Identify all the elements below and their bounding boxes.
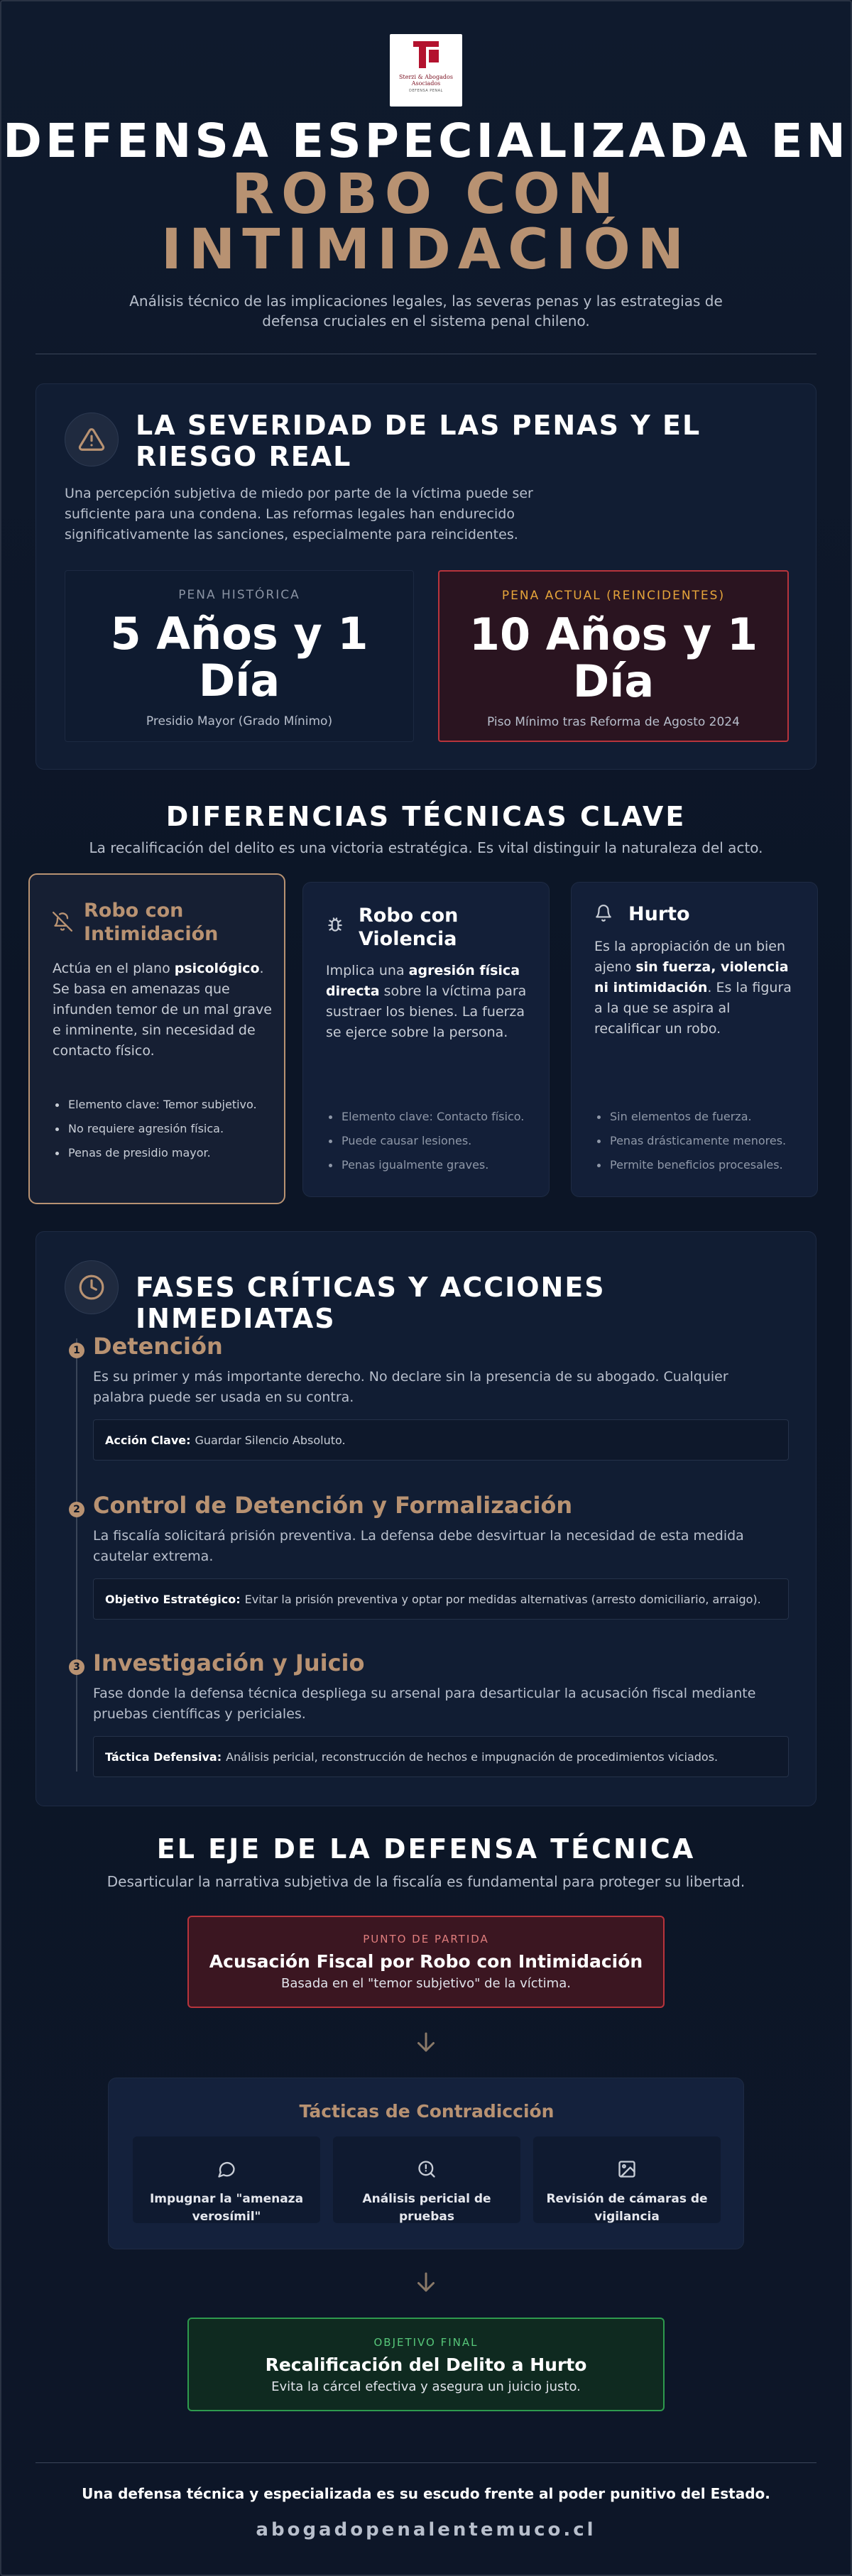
- axis-subtitle: Desarticular la narrativa subjetiva de la fiscalía es fundamental para proteger su libertad.: [106, 1873, 746, 1890]
- difference-card-text: Implica una agresión física directa sobre la víctima para sustraer los bienes. La fuerza se ejerce sobre la persona.: [326, 963, 527, 1040]
- goal-text: Evita la cárcel efectiva y asegura un juicio justo.: [271, 2379, 581, 2394]
- current-penalty-label: PENA ACTUAL (REINCIDENTES): [501, 589, 726, 603]
- severity-title: LA SEVERIDAD DE LAS PENAS Y EL RIESGO REAL: [136, 410, 701, 472]
- differences-subtitle: La recalificación del delito es una victoria estratégica. Es vital distinguir la naturaleza del acto.: [89, 839, 763, 856]
- current-penalty-value: 10 Años y 1 Día: [469, 608, 758, 707]
- phase-action-box: Táctica Defensiva: Análisis pericial, reconstrucción de hechos e impugnación de procedimientos viciados.: [93, 1736, 789, 1777]
- warning-icon: [65, 413, 119, 466]
- start-point-text: Basada en el "temor subjetivo" de la víctima.: [281, 1976, 571, 1991]
- bug-icon: [326, 915, 344, 937]
- phases-title: FASES CRÍTICAS Y ACCIONES INMEDIATAS: [136, 1272, 606, 1334]
- clock-icon: [65, 1260, 119, 1314]
- list-item: Penas drásticamente menores.: [594, 1133, 807, 1150]
- historic-penalty-label: PENA HISTÓRICA: [178, 588, 300, 602]
- phase-title: Detención: [93, 1333, 223, 1360]
- difference-card-title: Robo con Violencia: [359, 905, 459, 950]
- phase-number: 3: [69, 1659, 84, 1675]
- start-point-box: [187, 1916, 665, 2008]
- hero-title-line2: ROBO CON: [231, 163, 621, 227]
- start-point-label: PUNTO DE PARTIDA: [363, 1933, 489, 1945]
- list-item: Elemento clave: Contacto físico.: [326, 1108, 539, 1125]
- severity-section: [36, 383, 816, 770]
- difference-card-text: Es la apropiación de un bien ajeno sin fuerza, violencia ni intimidación. Es la figura a la que se aspira al recalificar un robo.: [594, 939, 792, 1037]
- hero-title-line3: INTIMIDACIÓN: [160, 218, 692, 282]
- difference-card-title: Robo con Intimidación: [84, 900, 219, 945]
- phase-action-box: Objetivo Estratégico: Evitar la prisión preventiva y optar por medidas alternativas (arresto domiciliario, arraigo).: [93, 1578, 789, 1620]
- difference-card-violence: [302, 882, 550, 1197]
- list-item: Penas igualmente graves.: [326, 1157, 539, 1174]
- goal-box: [187, 2318, 665, 2411]
- tactic-item: [333, 2136, 520, 2223]
- hero-title-highlight: [0, 163, 852, 282]
- goal-label: OBJETIVO FINAL: [373, 2336, 479, 2349]
- logo-tagline: DEFENSA PENAL: [409, 89, 443, 93]
- footer-site-link[interactable]: abogadopenalentemuco.cl: [256, 2519, 596, 2540]
- goal-title: Recalificación del Delito a Hurto: [265, 2354, 587, 2375]
- list-item: No requiere agresión física.: [53, 1120, 273, 1137]
- logo-mark: [409, 40, 443, 71]
- start-point-title: Acusación Fiscal por Robo con Intimidación: [209, 1951, 643, 1972]
- tactic-label: Análisis pericial de pruebas: [362, 2192, 491, 2224]
- logo-name: Sterzi & Abogados Asociados: [399, 74, 453, 87]
- tactic-label: Impugnar la "amenaza verosímil": [149, 2192, 304, 2224]
- difference-card-title: Hurto: [628, 903, 690, 925]
- severity-text: Una percepción subjetiva de miedo por parte de la víctima puede ser suficiente para una condena. Las reformas legales han endurecido significativamente las sanciones, especialmente para reincidentes.: [65, 486, 533, 542]
- phase-number: 1: [69, 1343, 84, 1358]
- phase-text: La fiscalía solicitará prisión preventiva. La defensa debe desvirtuar la necesidad de esta medida cautelar extrema.: [93, 1528, 744, 1564]
- timeline-line: [76, 1338, 77, 1772]
- divider: [36, 2462, 816, 2463]
- hero-subtitle: Análisis técnico de las implicaciones legales, las severas penas y las estrategias de defensa cruciales en el sistema penal chileno.: [129, 293, 723, 329]
- firm-logo: [390, 34, 462, 107]
- tactic-label: Revisión de cámaras de vigilancia: [546, 2192, 708, 2224]
- list-item: Sin elementos de fuerza.: [594, 1108, 807, 1125]
- historic-penalty-box: [65, 570, 414, 742]
- difference-card-text: Actúa en el plano psicológico. Se basa en amenazas que infunden temor de un mal grave e inminente, sin necesidad de contacto físico.: [53, 961, 272, 1059]
- difference-card-intimidation: [28, 873, 285, 1204]
- difference-card-bullets: [53, 1096, 273, 1169]
- phase-text: Fase donde la defensa técnica despliega su arsenal para desarticular la acusación fiscal mediante pruebas científicas y periciales.: [93, 1686, 756, 1722]
- difference-card-theft: [571, 882, 818, 1197]
- historic-penalty-value: 5 Años y 1 Día: [110, 608, 368, 706]
- bell-off-icon: [53, 912, 72, 934]
- historic-penalty-caption: Presidio Mayor (Grado Mínimo): [146, 714, 333, 728]
- chat-bubble-icon: [133, 2159, 320, 2181]
- phase-title: Investigación y Juicio: [93, 1649, 365, 1676]
- phase-text: Es su primer y más importante derecho. No declare sin la presencia de su abogado. Cualquier palabra puede ser usada en su contra.: [93, 1369, 728, 1405]
- footer-tagline: Una defensa técnica y especializada es su escudo frente al poder punitivo del Estado.: [82, 2485, 770, 2502]
- phase-title: Control de Detención y Formalización: [93, 1492, 573, 1519]
- difference-card-bullets: [594, 1108, 807, 1181]
- bell-icon: [594, 904, 613, 925]
- phase-number: 2: [69, 1502, 84, 1517]
- tactics-box: [108, 2078, 744, 2249]
- hero-title-line1: DEFENSA ESPECIALIZADA EN: [3, 114, 849, 168]
- phase-action-box: Acción Clave: Guardar Silencio Absoluto.: [93, 1419, 789, 1461]
- difference-card-bullets: [326, 1108, 539, 1181]
- image-icon: [533, 2159, 721, 2181]
- list-item: Elemento clave: Temor subjetivo.: [53, 1096, 273, 1113]
- arrow-down-icon: [413, 2029, 439, 2055]
- tactics-title: Tácticas de Contradicción: [299, 2101, 555, 2122]
- current-penalty-box: [438, 570, 789, 742]
- tactic-item: [133, 2136, 320, 2223]
- phases-section: [36, 1231, 816, 1806]
- list-item: Permite beneficios procesales.: [594, 1157, 807, 1174]
- list-item: Penas de presidio mayor.: [53, 1145, 273, 1162]
- axis-title: EL EJE DE LA DEFENSA TÉCNICA: [156, 1833, 696, 1865]
- differences-title: DIFERENCIAS TÉCNICAS CLAVE: [165, 801, 687, 832]
- list-item: Puede causar lesiones.: [326, 1133, 539, 1150]
- arrow-down-icon: [413, 2269, 439, 2295]
- current-penalty-caption: Piso Mínimo tras Reforma de Agosto 2024: [487, 715, 740, 729]
- search-zoom-icon: [333, 2159, 520, 2181]
- tactic-item: [533, 2136, 721, 2223]
